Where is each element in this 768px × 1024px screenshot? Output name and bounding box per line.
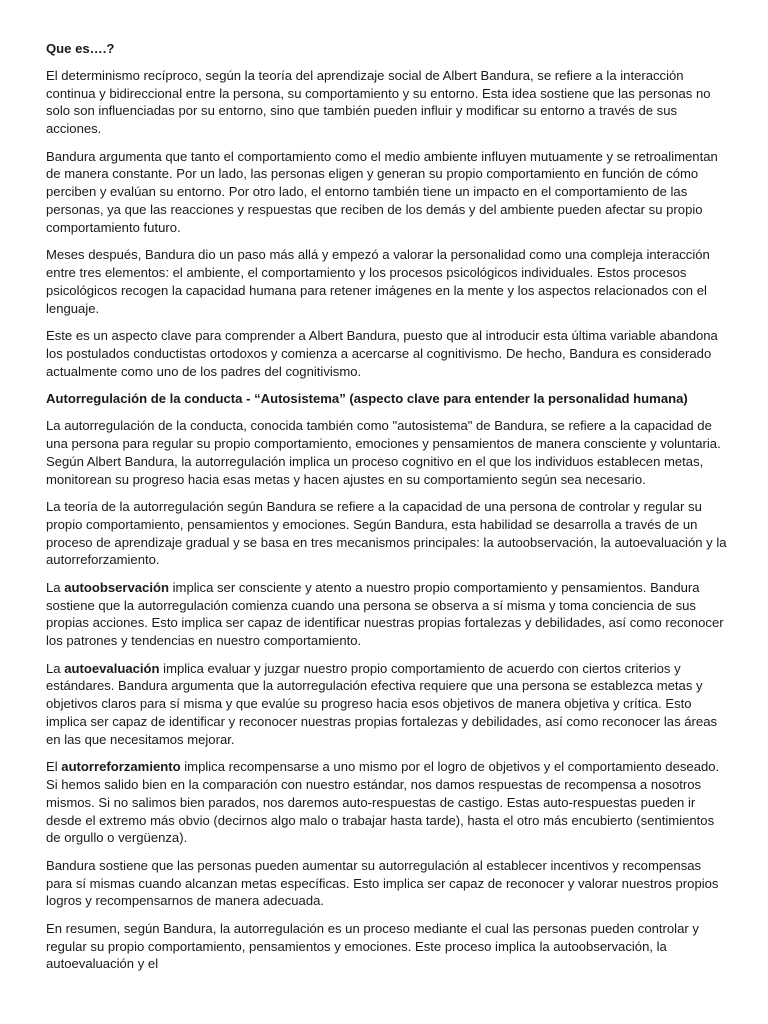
body-text: implica ser consciente y atento a nuestro propio comportamiento y pensamientos. Bandura sostiene que la autorregulación comienza cuando una persona se observa a sí misma y toma conciencia de sus propias acciones. Esto implica ser capaz de identificar nuestras propias fortalezas y debilidades, así como reconocer los patrones y tendencias en nuestro comportamiento. bbox=[46, 579, 724, 649]
body-text: implica evaluar y juzgar nuestro propio comportamiento de acuerdo con ciertos criterios y estándares. Bandura argumenta que la autorregulación efectiva requiere que una persona se establezca metas y objetivos claros para sí misma y que evalúe su progreso hacia esos objetivos de manera objetiva y crítica. Esto implica ser capaz de identificar y reconocer nuestras propias fortalezas y debilidades, así como reconocer las áreas en las que necesitamos mejorar. bbox=[46, 660, 718, 747]
paragraph-teoria-autorregulacion: La teoría de la autorregulación según Bandura se refiere a la capacidad de una persona de controlar y regular su propio comportamiento, pensamientos y emociones. Según Bandura, esta habilidad se desarrolla a través de un proceso de aprendizaje gradual y se basa en tres mecanismos principales: la autoobservación, la autoevaluación y la autorreforzamiento. bbox=[46, 499, 727, 568]
paragraph-resumen: En resumen, según Bandura, la autorregulación es un proceso mediante el cual las personas pueden controlar y regular su propio comportamiento, pensamientos y emociones. Este proceso implica la autoobservación, la autoevaluación y el bbox=[46, 920, 699, 972]
lead-text: La bbox=[46, 660, 65, 676]
paragraph-incentivos: Bandura sostiene que las personas pueden aumentar su autorregulación al establecer incentivos y recompensas para sí mismas cuando alcanzan metas específicas. Esto implica ser capaz de reconocer y valorar nuestros propios logros y recompensarnos de manera adecuada. bbox=[46, 857, 719, 909]
paragraph-determinismo: El determinismo recíproco, según la teoría del aprendizaje social de Albert Bandura, se refiere a la interacción continua y bidireccional entre la persona, su comportamiento y su entorno. Esta idea sostiene que las personas no solo son influenciadas por su entorno, sino que también pueden influir y modificar su entorno a través de sus acciones. bbox=[46, 67, 711, 137]
body-text: implica recompensarse a uno mismo por el logro de objetivos y el comportamiento deseado. Si hemos salido bien en la comparación con nuestro estándar, nos damos respuestas de recompensa a nosotros mismos. Si no salimos bien parados, nos daremos auto-respuestas de castigo. Estas auto-respuestas pueden ir desde el extremo más obvio (decirnos algo malo o trabajar hasta tarde), hasta el otro más encubierto (sentimientos de orgullo o vergüenza). bbox=[46, 759, 720, 846]
term-autoobservacion: autoobservación bbox=[64, 579, 169, 595]
paragraph-personalidad: Meses después, Bandura dio un paso más allá y empezó a valorar la personalidad como una compleja interacción entre tres elementos: el ambiente, el comportamiento y los procesos psicológicos individuales. Estos procesos psicológicos recogen la capacidad humana para retener imágenes en la mente y los aspectos relacionados con el lenguaje. bbox=[46, 247, 710, 316]
section-heading-autorregulacion: Autorregulación de la conducta - “Autosistema” (aspecto clave para entender la personalidad humana) bbox=[46, 390, 688, 406]
paragraph-cognitivismo: Este es un aspecto clave para comprender a Albert Bandura, puesto que al introducir esta última variable abandona los postulados conductistas ortodoxos y comienza a acercarse al cognitivismo. De hecho, Bandura es considerado actualmente como uno de los padres del cognitivismo. bbox=[46, 327, 718, 379]
page-title: Que es….? bbox=[46, 41, 115, 56]
term-autoevaluacion: autoevaluación bbox=[64, 660, 160, 676]
lead-text: El bbox=[46, 759, 62, 775]
paragraph-retroalimentacion: Bandura argumenta que tanto el comportamiento como el medio ambiente influyen mutuamente y se retroalimentan de manera constante. Por un lado, las personas eligen y generan su propio comportamiento en función de cómo perciben y evalúan su entorno. Por otro lado, el entorno también tiene un impacto en el comportamiento de las personas, ya que las reacciones y respuestas que reciben de los demás y del ambiente pueden afectar su propio comportamiento futuro. bbox=[46, 148, 718, 235]
lead-text: La bbox=[46, 579, 65, 595]
paragraph-autoobservacion bbox=[46, 579, 730, 650]
term-autorreforzamiento: autorreforzamiento bbox=[61, 759, 181, 775]
paragraph-autosistema: La autorregulación de la conducta, conocida también como "autosistema" de Bandura, se refiere a la capacidad de una persona para regular su propio comportamiento, emociones y pensamientos de manera consciente y voluntaria. Según Albert Bandura, la autorregulación implica un proceso cognitivo en el que los individuos establecen metas, monitorean su progreso hacia esas metas y hacen ajustes en su comportamiento según sea necesario. bbox=[46, 418, 721, 487]
paragraph-autorreforzamiento bbox=[46, 758, 730, 847]
paragraph-autoevaluacion bbox=[46, 660, 730, 749]
